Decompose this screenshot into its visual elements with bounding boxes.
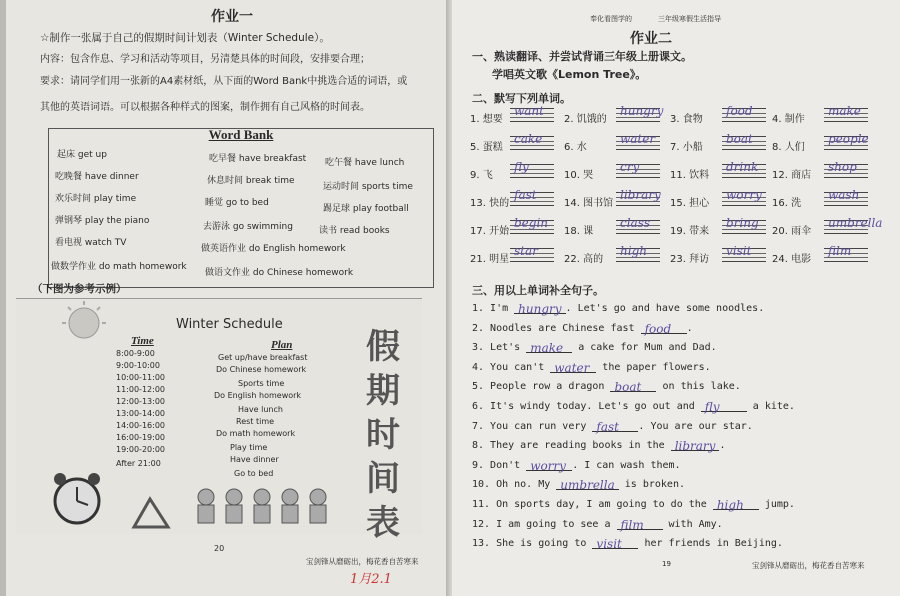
- right-page-number: 19: [662, 560, 671, 568]
- schedule-plan: Go to bed: [234, 469, 274, 478]
- word-bank-entry: 弹钢琴 play the piano: [55, 216, 150, 226]
- task-line: ☆制作一张属于自己的假期时间计划表（Winter Schedule）。: [40, 32, 330, 44]
- answer-blank[interactable]: hungry: [514, 302, 565, 314]
- word-bank-entry: 欢乐时间 play time: [55, 194, 137, 204]
- sentence-suffix: jump.: [758, 499, 795, 510]
- handwritten-answer: library: [620, 188, 661, 202]
- handwritten-answer: worry: [726, 188, 762, 202]
- handwritten-answer: shop: [828, 160, 857, 174]
- sentence-suffix: her friends in Beijing.: [638, 538, 783, 550]
- dictation-prompt: 10. 哭: [564, 170, 594, 181]
- answer-blank[interactable]: visit: [592, 537, 638, 549]
- sentence-suffix: on this lake.: [656, 381, 741, 393]
- word-bank-entry: 看电视 watch TV: [55, 238, 127, 248]
- handwritten-answer: water: [620, 132, 656, 146]
- schedule-plan: Have lunch: [238, 405, 283, 414]
- sentence-suffix: a kite.: [746, 401, 795, 412]
- dictation-prompt: 1. 想要: [470, 114, 503, 125]
- schedule-time: 11:00-12:00: [116, 385, 165, 394]
- children-illustration: [188, 485, 348, 533]
- sentence-suffix: is broken.: [618, 479, 685, 491]
- schedule-plan: Have dinner: [230, 455, 279, 464]
- word-bank-entry: 做数学作业 do math homework: [51, 262, 187, 272]
- fill-in-sentence: [472, 322, 693, 334]
- sentence-prefix: 12. I am going to see a: [472, 518, 617, 530]
- dictation-prompt: 22. 高的: [564, 254, 604, 265]
- schedule-plan: Do Chinese homework: [216, 365, 307, 374]
- sentence-suffix: . You are our star.: [638, 420, 753, 432]
- dictation-prompt: 4. 制作: [772, 114, 805, 125]
- word-bank-entry: 休息时间 break time: [207, 176, 295, 186]
- sentence-prefix: 10. Oh no. My: [472, 479, 557, 491]
- word-bank-entry: 吃午餐 have lunch: [325, 158, 405, 168]
- word-bank-title: Word Bank: [208, 127, 274, 142]
- answer-blank[interactable]: worry: [526, 459, 572, 471]
- sentence-suffix: a cake for Mum and Dad.: [572, 342, 717, 354]
- sentence-prefix: 5. People row a dragon: [472, 381, 611, 393]
- content-line: 内容：包含作息、学习和活动等项目，另清楚具体的时间段，安排要合理；: [40, 54, 370, 65]
- dictation-prompt: 8. 人们: [772, 142, 805, 153]
- dictation-prompt: 6. 水: [564, 142, 587, 153]
- fill-in-sentence: [472, 439, 726, 454]
- sentence-prefix: 6. It's windy today. Let's go out and: [472, 401, 701, 412]
- word-bank-box: [48, 128, 434, 288]
- handwritten-answer: visit: [726, 244, 752, 258]
- word-bank-entry: 踢足球 play football: [323, 204, 409, 214]
- section-1-line-1: 一、熟读翻译、并尝试背诵三年级上册课文。: [472, 50, 692, 63]
- example-label: （下图为参考示例）: [32, 283, 127, 295]
- dictation-prompt: 20. 雨伞: [772, 226, 812, 237]
- handwritten-answer: bring: [726, 216, 759, 230]
- dictation-prompt: 18. 课: [564, 226, 594, 237]
- dictation-prompt: 3. 食物: [670, 114, 703, 125]
- answer-blank[interactable]: fly: [701, 400, 747, 412]
- schedule-time: 16:00-19:00: [116, 433, 165, 442]
- left-page-title: 作业一: [211, 9, 253, 25]
- requirement-line-2: 其他的英语词语。可以根据各种样式的图案，制作拥有自己风格的时间表。: [40, 102, 370, 113]
- plan-header: Plan: [271, 339, 293, 351]
- word-bank-entry: 吃早餐 have breakfast: [209, 154, 307, 164]
- fill-in-sentence: [472, 400, 795, 412]
- schedule-plan: Rest time: [236, 417, 275, 426]
- handwritten-answer: want: [514, 104, 544, 118]
- word-bank-entry: 做英语作业 do English homework: [201, 244, 346, 254]
- sentence-suffix: with Amy.: [662, 518, 723, 530]
- sentence-prefix: 13. She is going to: [472, 538, 593, 550]
- dictation-prompt: 24. 电影: [772, 254, 812, 265]
- handwritten-answer: umbrella: [828, 216, 883, 230]
- fill-in-sentence: [472, 420, 753, 432]
- right-footer-motto: 宝剑锋从磨砺出，梅花香自苦寒来: [752, 561, 865, 570]
- dictation-prompt: 7. 小船: [670, 142, 703, 153]
- schedule-time: 14:00-16:00: [116, 421, 165, 430]
- dictation-prompt: 2. 饥饿的: [564, 114, 607, 125]
- schedule-time: After 21:00: [116, 459, 161, 468]
- fill-in-sentence: [472, 537, 783, 552]
- fill-in-sentence: [472, 459, 681, 471]
- sun-icon: [44, 299, 128, 345]
- word-bank-entry: 睡觉 go to bed: [205, 198, 269, 208]
- answer-blank[interactable]: make: [526, 341, 572, 353]
- handwritten-answer: hungry: [620, 104, 664, 118]
- sentence-prefix: 7. You can run very: [472, 420, 593, 432]
- big-character: 间: [366, 459, 400, 499]
- fill-in-sentence: [472, 380, 741, 395]
- big-character: 表: [366, 503, 400, 543]
- time-header: Time: [131, 335, 154, 347]
- dictation-prompt: 13. 快的: [470, 198, 510, 209]
- sentence-suffix: .: [686, 322, 693, 334]
- schedule-time: 8:00-9:00: [116, 349, 155, 358]
- schedule-title: Winter Schedule: [176, 317, 283, 332]
- handwritten-answer: star: [514, 244, 538, 258]
- answer-blank[interactable]: water: [550, 361, 596, 373]
- handwritten-answer: people: [828, 132, 869, 146]
- answer-blank[interactable]: fast: [592, 420, 638, 432]
- schedule-time: 13:00-14:00: [116, 409, 165, 418]
- left-page: [6, 0, 446, 596]
- requirement-line-1: 要求：请同学们用一张新的A4素材纸，从下面的Word Bank中挑选合适的词语，或: [40, 76, 408, 87]
- handwritten-answer: begin: [514, 216, 549, 230]
- handwritten-answer: fly: [514, 160, 529, 174]
- right-page: [452, 0, 900, 596]
- handwritten-answer: drink: [726, 160, 759, 174]
- word-bank-entry: 起床 get up: [57, 150, 107, 160]
- sentence-prefix: 8. They are reading books in the: [472, 440, 671, 452]
- header-school: 奉化看图学的: [590, 15, 632, 23]
- sentence-prefix: 11. On sports day, I am going to do the: [472, 499, 713, 510]
- answer-blank[interactable]: library: [671, 439, 720, 451]
- big-character: 假: [366, 327, 400, 367]
- winter-schedule-example: [16, 298, 422, 543]
- fill-in-sentence: [472, 361, 711, 373]
- sentence-suffix: the paper flowers.: [596, 361, 711, 373]
- sentence-prefix: 9. Don't: [472, 459, 527, 471]
- schedule-plan: Play time: [230, 443, 268, 452]
- section-1-line-2: 学唱英文歌《Lemon Tree》。: [492, 68, 647, 81]
- fill-in-sentence: [472, 341, 717, 356]
- handwritten-answer: cry: [620, 160, 640, 174]
- dictation-prompt: 16. 洗: [772, 198, 802, 209]
- schedule-plan: Get up/have breakfast: [218, 353, 308, 362]
- handwritten-answer: make: [828, 104, 861, 118]
- dictation-prompt: 21. 明星: [470, 254, 510, 265]
- word-bank-entry: 读书 read books: [319, 226, 390, 236]
- dictation-prompt: 12. 商店: [772, 170, 812, 181]
- answer-blank[interactable]: film: [617, 518, 663, 530]
- sentence-suffix: . Let's go and have some noodles.: [565, 303, 765, 314]
- section-2-title: 二、默写下列单词。: [472, 92, 571, 105]
- sentence-suffix: . I can wash them.: [572, 459, 681, 471]
- sentence-prefix: 2. Noodles are Chinese fast: [472, 322, 641, 334]
- handwritten-date: 1月2.1: [350, 572, 392, 587]
- handwritten-answer: film: [828, 244, 852, 258]
- sentence-prefix: 3. Let's: [472, 342, 527, 354]
- alarm-clock-icon: [46, 467, 108, 529]
- schedule-plan: Do math homework: [216, 429, 296, 438]
- schedule-time: 12:00-13:00: [116, 397, 165, 406]
- dictation-prompt: 23. 拜访: [670, 254, 710, 265]
- fill-in-sentence: [472, 518, 723, 530]
- big-character: 时: [366, 415, 400, 455]
- handwritten-answer: class: [620, 216, 651, 230]
- handwritten-answer: boat: [726, 132, 753, 146]
- dictation-prompt: 15. 担心: [670, 198, 710, 209]
- fill-in-sentence: [472, 478, 685, 493]
- schedule-plan: Do English homework: [214, 391, 302, 400]
- fill-in-sentence: [472, 302, 764, 314]
- answer-blank[interactable]: boat: [610, 380, 656, 392]
- dictation-prompt: 17. 开始: [470, 226, 510, 237]
- answer-blank[interactable]: umbrella: [556, 478, 618, 490]
- schedule-time: 10:00-11:00: [116, 373, 165, 382]
- left-page-number: 20: [214, 544, 225, 553]
- right-page-title: 作业二: [630, 31, 672, 47]
- word-bank-entry: 去游泳 go swimming: [203, 222, 293, 232]
- big-character: 期: [366, 371, 400, 411]
- dictation-prompt: 14. 图书馆: [564, 198, 614, 209]
- answer-blank[interactable]: food: [641, 322, 687, 334]
- left-footer-motto: 宝剑锋从磨砺出，梅花香自苦寒来: [306, 557, 419, 566]
- handwritten-answer: fast: [514, 188, 537, 202]
- fill-in-sentence: [472, 498, 795, 510]
- schedule-time: 19:00-20:00: [116, 445, 165, 454]
- dictation-prompt: 19. 带来: [670, 226, 710, 237]
- handwritten-answer: food: [726, 104, 753, 118]
- sentence-prefix: 1. I'm: [472, 303, 515, 314]
- sentence-suffix: .: [719, 440, 726, 452]
- dictation-prompt: 9. 飞: [470, 170, 493, 181]
- word-bank-entry: 吃晚餐 have dinner: [55, 172, 139, 182]
- dictation-prompt: 11. 饮料: [670, 170, 710, 181]
- sentence-prefix: 4. You can't: [472, 361, 551, 373]
- handwritten-answer: high: [620, 244, 647, 258]
- word-bank-entry: 做语文作业 do Chinese homework: [205, 268, 354, 278]
- handwritten-answer: wash: [828, 188, 860, 202]
- answer-blank[interactable]: high: [713, 498, 759, 510]
- word-bank-entry: 运动时间 sports time: [323, 182, 413, 192]
- ruler-triangle-icon: [130, 495, 172, 531]
- schedule-plan: Sports time: [238, 379, 285, 388]
- schedule-time: 9:00-10:00: [116, 361, 160, 370]
- header-book: 三年级寒假生活指导: [658, 15, 721, 23]
- dictation-prompt: 5. 蛋糕: [470, 142, 503, 153]
- handwritten-answer: cake: [514, 132, 543, 146]
- section-3-title: 三、用以上单词补全句子。: [472, 284, 604, 297]
